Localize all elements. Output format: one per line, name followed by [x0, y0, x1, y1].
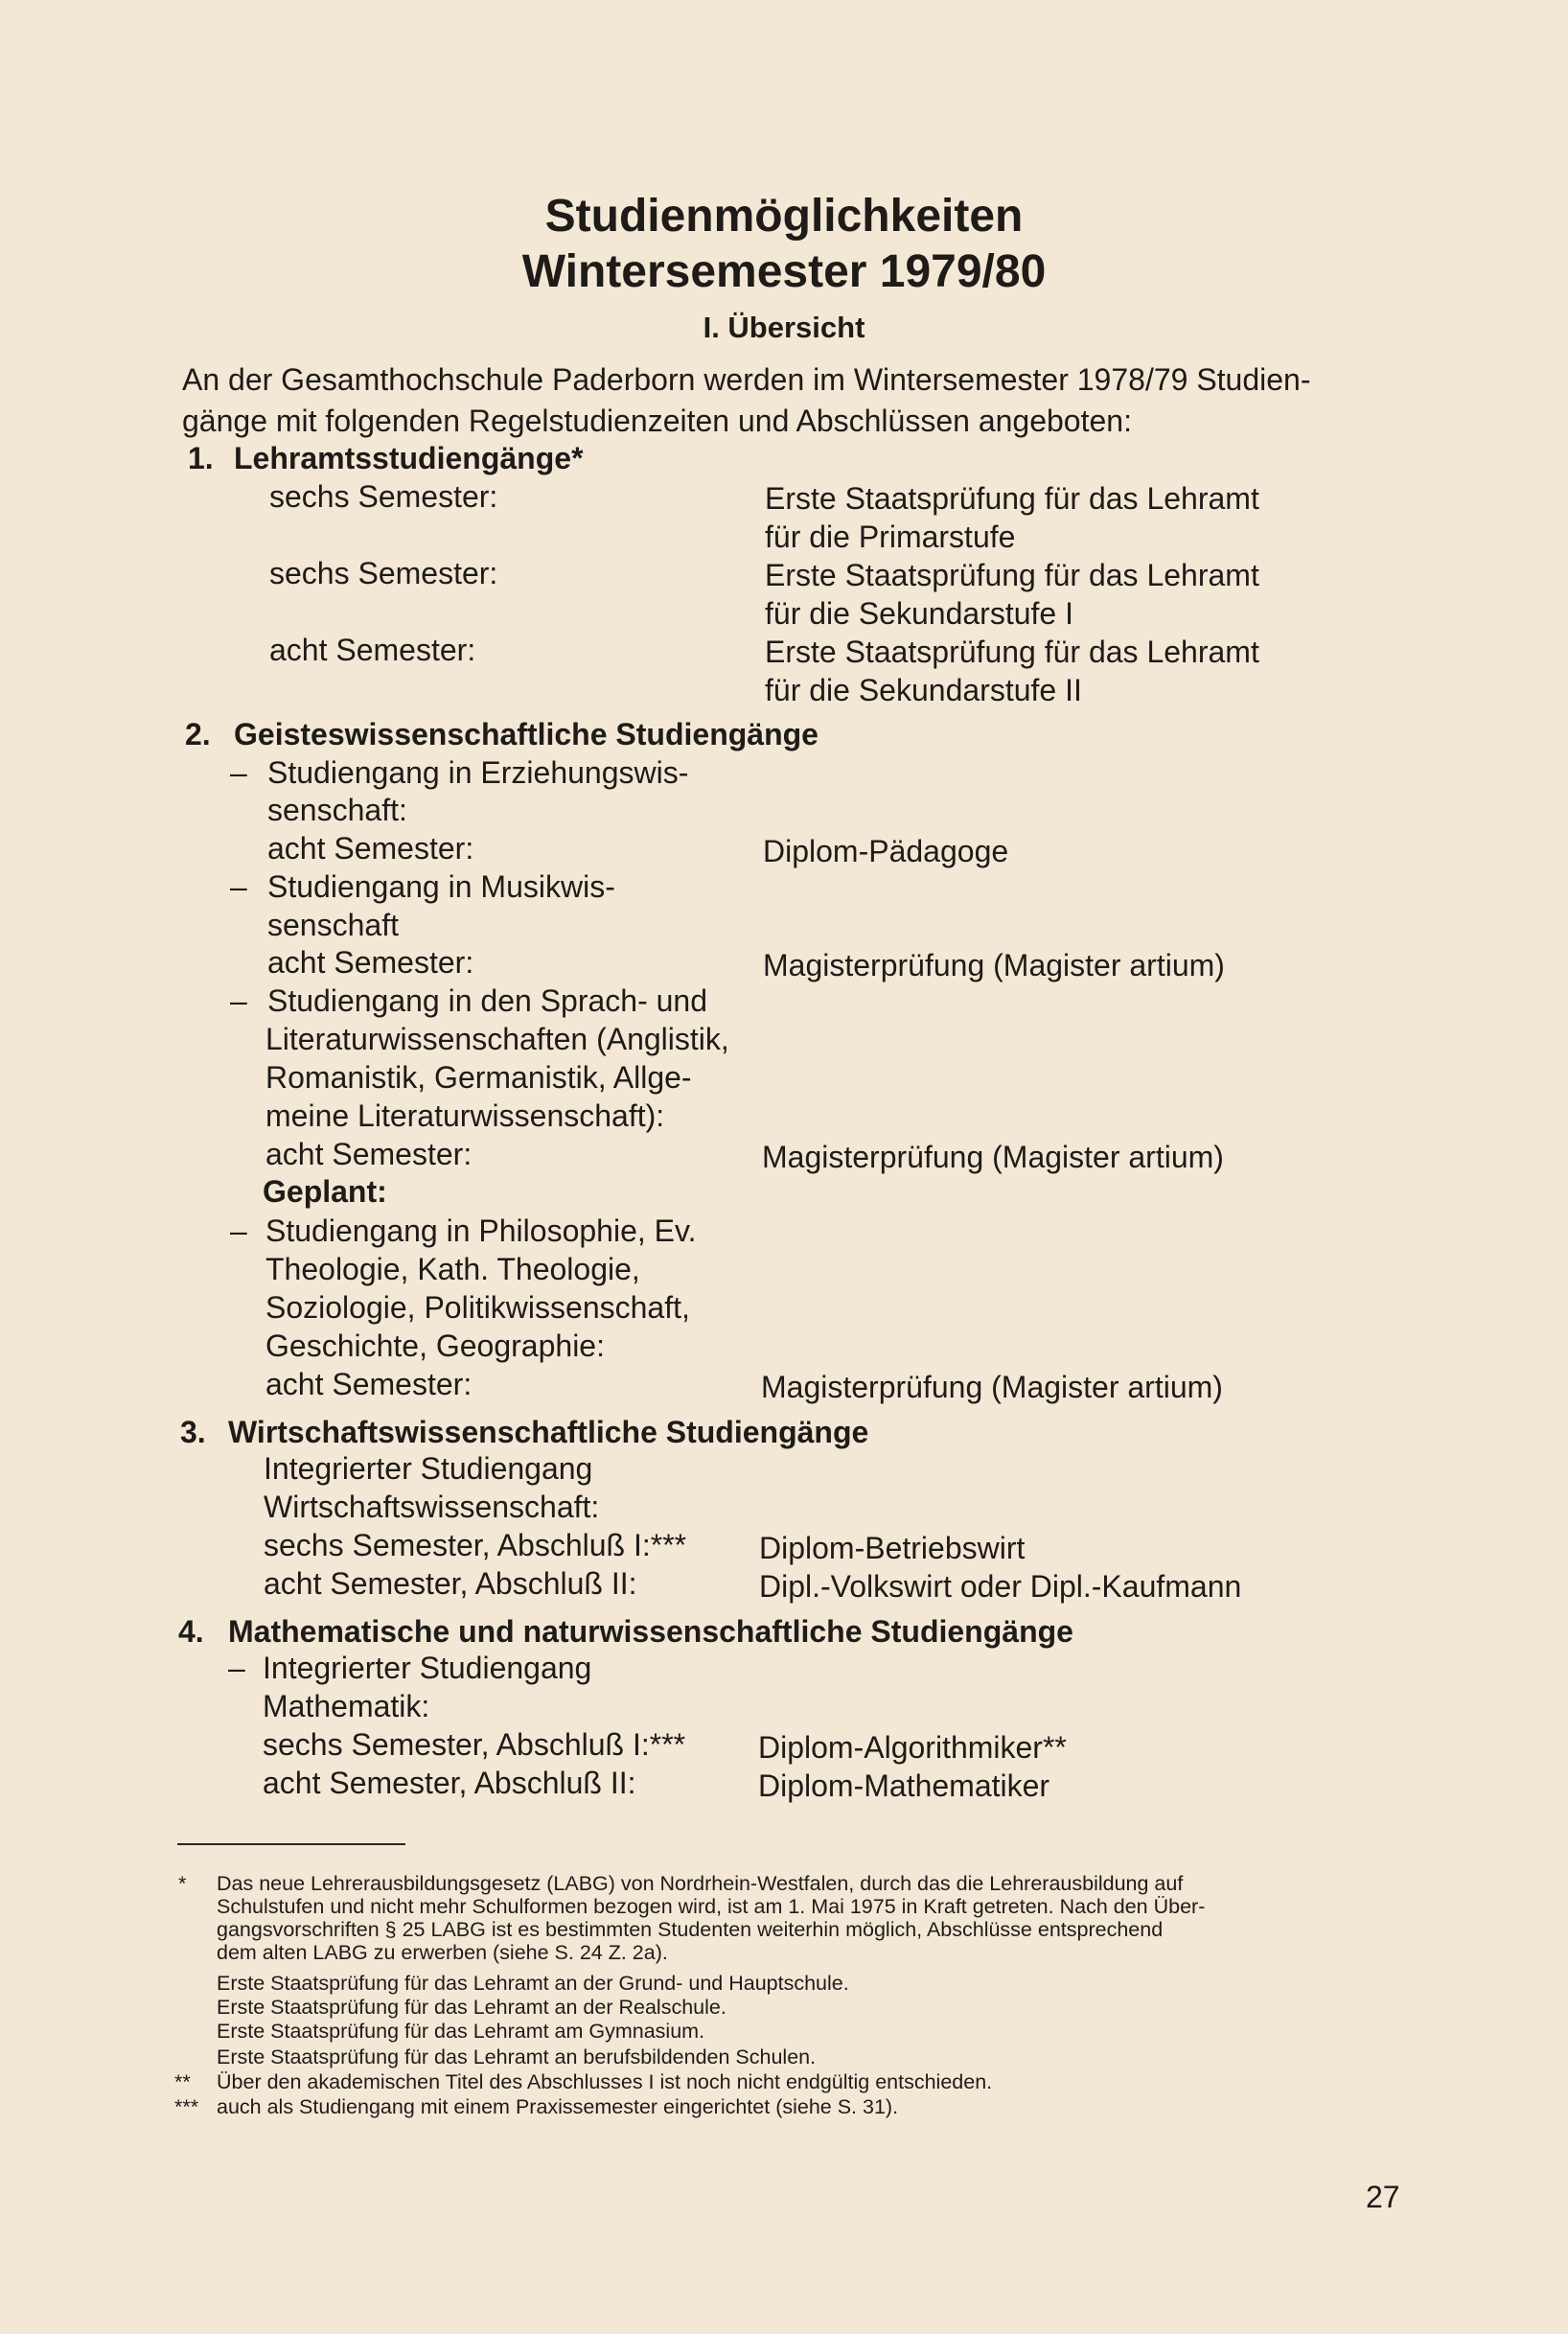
s1-row3-duration: acht Semester:: [269, 633, 476, 667]
footnote-1-line-7: Erste Staatsprüfung für das Lehramt am Gymnasium.: [217, 2020, 705, 2043]
s2-c-line-3: Romanistik, Germanistik, Allge-: [265, 1060, 692, 1095]
footnote-1-line-6: Erste Staatsprüfung für das Lehramt an der Realschule.: [217, 1996, 726, 2019]
s2-d-duration: acht Semester:: [265, 1367, 473, 1401]
s2-a-degree: Diplom-Pädagoge: [763, 834, 1009, 868]
s3-number: 3.: [180, 1415, 206, 1449]
s1-row1-degree-2: für die Primarstufe: [765, 520, 1016, 554]
s3-row2-degree: Dipl.-Volkswirt oder Dipl.-Kaufmann: [759, 1569, 1242, 1604]
s2-b-dash: –: [230, 869, 247, 904]
section-subtitle: I. Übersicht: [703, 311, 865, 344]
s1-row1-duration: sechs Semester:: [269, 479, 498, 514]
s2-d-dash: –: [230, 1213, 247, 1248]
s3-row1-duration: sechs Semester, Abschluß I:***: [264, 1528, 687, 1562]
s2-heading: Geisteswissenschaftliche Studiengänge: [234, 717, 819, 751]
s1-row2-duration: sechs Semester:: [269, 556, 498, 590]
s4-dash: –: [228, 1651, 245, 1685]
s2-a-dash: –: [230, 755, 247, 790]
s2-c-dash: –: [230, 983, 247, 1018]
s2-c-line-2: Literaturwissenschaften (Anglistik,: [265, 1022, 729, 1056]
s3-heading: Wirtschaftswissenschaftliche Studiengänge: [228, 1415, 869, 1449]
footnote-3-text: auch als Studiengang mit einem Praxissemester eingerichtet (siehe S. 31).: [217, 2095, 899, 2118]
s1-row2-degree-1: Erste Staatsprüfung für das Lehramt: [765, 558, 1259, 592]
s4-line-2: Mathematik:: [263, 1689, 430, 1723]
footnote-1-line-4: dem alten LABG zu erwerben (siehe S. 24 Z. 2a).: [217, 1941, 668, 1964]
s2-d-line-3: Soziologie, Politikwissenschaft,: [265, 1290, 690, 1325]
s1-row1-degree-1: Erste Staatsprüfung für das Lehramt: [765, 481, 1259, 516]
s2-d-line-4: Geschichte, Geographie:: [265, 1329, 605, 1363]
footnote-1-line-1: Das neue Lehrerausbildungsgesetz (LABG) von Nordrhein-Westfalen, durch das die Lehrerausbildung auf: [217, 1872, 1184, 1895]
footnote-1-line-2: Schulstufen und nicht mehr Schulformen bezogen wird, ist am 1. Mai 1975 in Kraft getreten. Nach den Über-: [217, 1895, 1206, 1918]
s2-a-line-2: senschaft:: [267, 793, 407, 827]
s2-a-duration: acht Semester:: [267, 831, 474, 866]
s1-number: 1.: [188, 441, 214, 475]
s3-line-2: Wirtschaftswissenschaft:: [264, 1490, 600, 1524]
s4-number: 4.: [178, 1614, 204, 1649]
footnote-1-line-3: gangsvorschriften § 25 LABG ist es bestimmten Studenten weiterhin möglich, Abschlüsse entsprechend: [217, 1918, 1164, 1941]
s3-row2-duration: acht Semester, Abschluß II:: [264, 1566, 637, 1601]
s1-row3-degree-1: Erste Staatsprüfung für das Lehramt: [765, 635, 1259, 669]
s2-c-duration: acht Semester:: [265, 1137, 473, 1171]
s3-line-1: Integrierter Studiengang: [264, 1451, 593, 1486]
s2-b-line-2: senschaft: [267, 908, 399, 942]
intro-line-2: gänge mit folgenden Regelstudienzeiten und Abschlüssen angeboten:: [182, 404, 1132, 438]
footnote-1-marker: *: [178, 1872, 187, 1895]
s1-row2-degree-2: für die Sekundarstufe I: [765, 596, 1073, 631]
s2-c-degree: Magisterprüfung (Magister artium): [762, 1140, 1224, 1174]
s1-row3-degree-2: für die Sekundarstufe II: [765, 673, 1082, 707]
s4-line-1: Integrierter Studiengang: [263, 1651, 592, 1685]
s4-row1-degree: Diplom-Algorithmiker**: [758, 1730, 1067, 1765]
s4-row2-duration: acht Semester, Abschluß II:: [263, 1766, 636, 1800]
s4-row1-duration: sechs Semester, Abschluß I:***: [263, 1727, 686, 1762]
footnote-separator: [177, 1843, 405, 1845]
footnote-2-marker: **: [174, 2070, 191, 2093]
s2-d-line-2: Theologie, Kath. Theologie,: [265, 1252, 640, 1286]
footnote-1-line-5: Erste Staatsprüfung für das Lehramt an der Grund- und Hauptschule.: [217, 1972, 849, 1995]
s2-b-degree: Magisterprüfung (Magister artium): [763, 948, 1225, 982]
s2-b-line-1: Studiengang in Musikwis-: [267, 869, 615, 904]
intro-line-1: An der Gesamthochschule Paderborn werden im Wintersemester 1978/79 Studien-: [182, 362, 1311, 397]
s2-c-line-4: meine Literaturwissenschaft):: [265, 1098, 665, 1133]
s2-d-degree: Magisterprüfung (Magister artium): [761, 1370, 1223, 1404]
s2-a-line-1: Studiengang in Erziehungswis-: [267, 755, 689, 790]
s2-d-line-1: Studiengang in Philosophie, Ev.: [265, 1213, 697, 1248]
page-title-line-2: Wintersemester 1979/80: [521, 246, 1047, 297]
footnote-2-text: Über den akademischen Titel des Abschlusses I ist noch nicht endgültig entschieden.: [217, 2070, 993, 2093]
page-title-line-1: Studienmöglichkeiten: [544, 191, 1024, 242]
footnote-3-marker: ***: [174, 2095, 199, 2118]
footnote-1-line-8: Erste Staatsprüfung für das Lehramt an berufsbildenden Schulen.: [217, 2045, 817, 2068]
page-number: 27: [1366, 2180, 1400, 2214]
s3-row1-degree: Diplom-Betriebswirt: [759, 1531, 1026, 1565]
s2-number: 2.: [185, 717, 211, 751]
s4-heading: Mathematische und naturwissenschaftliche Studiengänge: [228, 1614, 1073, 1649]
s2-c-line-1: Studiengang in den Sprach- und: [267, 983, 708, 1018]
s2-planned-label: Geplant:: [263, 1174, 387, 1209]
s4-row2-degree: Diplom-Mathematiker: [758, 1768, 1050, 1803]
s1-heading: Lehramtsstudiengänge*: [234, 441, 584, 475]
s2-b-duration: acht Semester:: [267, 945, 474, 980]
